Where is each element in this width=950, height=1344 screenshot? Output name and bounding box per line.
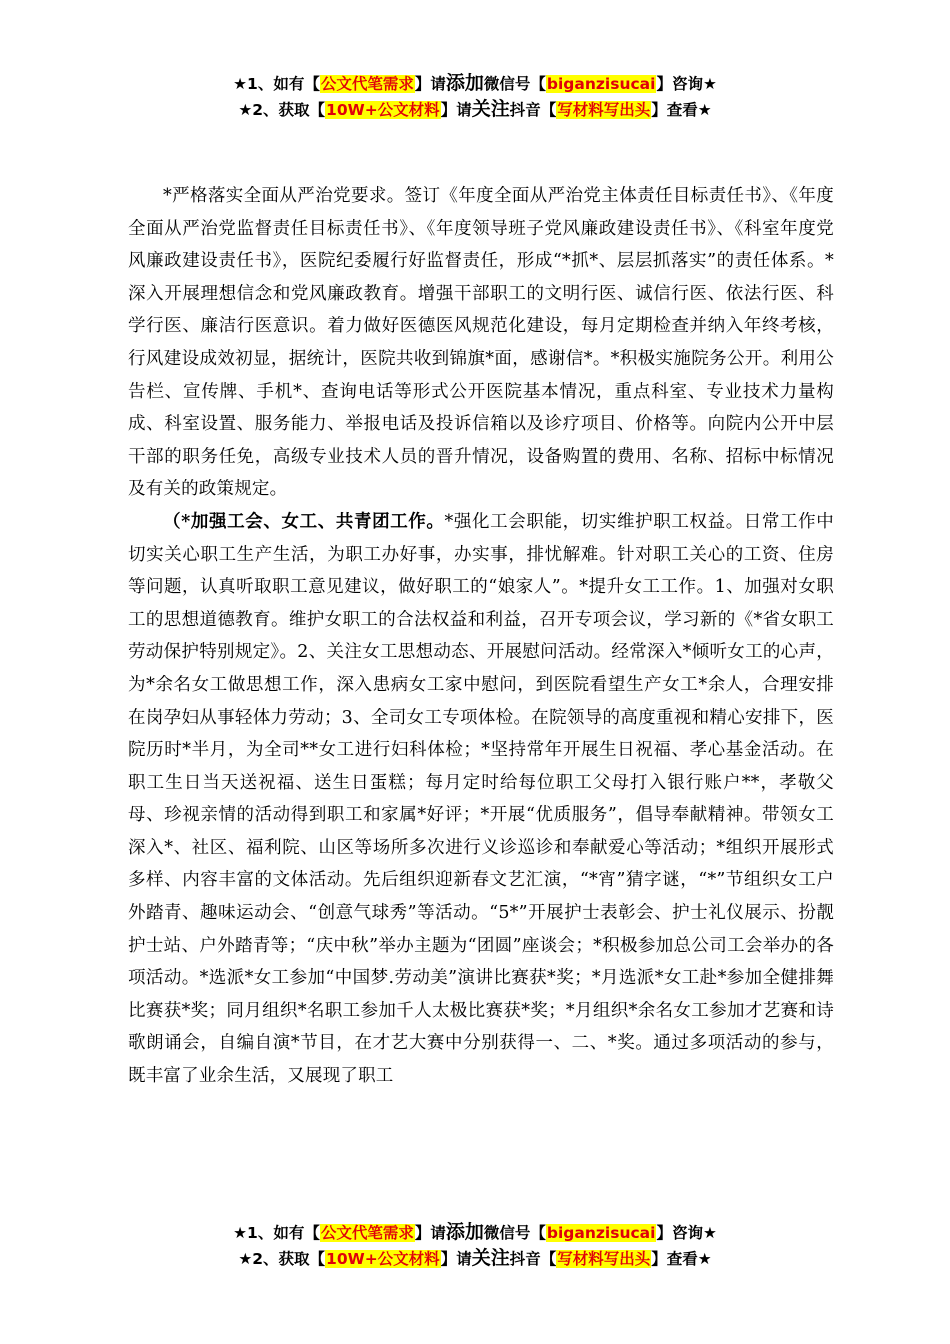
footer-line-2 [0, 1245, 950, 1271]
header-line-1 [0, 70, 950, 96]
banner-text: 】咨询★ [656, 1224, 717, 1242]
banner-highlight: 10W+公文材料 [326, 1250, 440, 1268]
banner-emphasis: 关注 [471, 98, 510, 120]
banner-emphasis: 添加 [445, 72, 484, 94]
banner-highlight: biganzisucai [546, 1224, 656, 1242]
banner-highlight: biganzisucai [546, 75, 656, 93]
banner-emphasis: 关注 [471, 1247, 510, 1269]
header-banner [0, 70, 950, 122]
banner-text: 微信号【 [483, 75, 546, 93]
banner-highlight: 公文代笔需求 [320, 75, 414, 93]
banner-text: ★1、如有【 [233, 75, 320, 93]
banner-highlight: 写材料写出头 [557, 101, 651, 119]
paragraph-heading: （*加强工会、女工、共青团工作。 [163, 511, 445, 532]
banner-text: ★2、获取【 [238, 101, 326, 119]
paragraph-text: *强化工会职能，切实维护职工权益。日常工作中切实关心职工生产生活，为职工办好事，办实事，排忧解难。针对职工关心的工资、住房等问题，认真听取职工意见建议，做好职工的“娘家人”。*提升女工工作。1、加强对女职工的思想道德教育。维护女职工的合法权益和利益，召开专项会议，学习新的《*省女职工劳动保护特别规定》。2、关注女工思想动态、开展慰问活动。经常深入*倾听女工的心声，为*余名女工做思想工作，深入患病女工家中慰问，到医院看望生产女工*余人，合理安排在岗孕妇从事轻体力劳动；3、全司女工专项体检。在院领导的高度重视和精心安排下，医院历时*半月，为全司**女工进行妇科体检；*坚持常年开展生日祝福、孝心基金活动。在职工生日当天送祝福、送生日蛋糕；每月定时给每位职工父母打入银行账户**，孝敬父母、珍视亲情的活动得到职工和家属*好评；*开展“优质服务”，倡导奉献精神。带领女工深入*、社区、福利院、山区等场所多次进行义诊巡诊和奉献爱心等活动；*组织开展形式多样、内容丰富的文体活动。先后组织迎新春文艺汇演，“*宵”猜字谜，“*”节组织女工户外踏青、趣味运动会、“创意气球秀”等活动。“5*”开展护士表彰会、护士礼仪展示、扮靓护士站、户外踏青等；“庆中秋”举办主题为“团圆”座谈会；*积极参加总公司工会举办的各项活动。*选派*女工参加“中国梦.劳动美”演讲比赛获*奖；*月选派*女工赴*参加全健排舞比赛获*奖；同月组织*名职工参加千人太极比赛获*奖；*月组织*余名女工参加才艺赛和诗歌朗诵会，自编自演*节目，在才艺大赛中分别获得一、二、*奖。通过多项活动的参与，既丰富了业余生活，又展现了职工 [128, 511, 834, 1087]
banner-text: 】查看★ [651, 1250, 712, 1268]
paragraph [128, 506, 834, 1093]
banner-text: 】请 [440, 1250, 472, 1268]
banner-text: 】请 [414, 75, 446, 93]
banner-text: 微信号【 [483, 1224, 546, 1242]
banner-text: 】请 [414, 1224, 446, 1242]
banner-text: 抖音【 [509, 1250, 557, 1268]
footer-line-1 [0, 1219, 950, 1245]
paragraph: *严格落实全面从严治党要求。签订《年度全面从严治党主体责任目标责任书》、《年度全面从严治党监督责任目标责任书》、《年度领导班子党风廉政建设责任书》、《科室年度党风廉政建设责任书》，医院纪委履行好监督责任，形成“*抓*、层层抓落实”的责任体系。*深入开展理想信念和党风廉政教育。增强干部职工的文明行医、诚信行医、依法行医、科学行医、廉洁行医意识。着力做好医德医风规范化建设，每月定期检查并纳入年终考核，行风建设成效初显，据统计，医院共收到锦旗*面，感谢信*。*积极实施院务公开。利用公告栏、宣传牌、手机*、查询电话等形式公开医院基本情况，重点科室、专业技术力量构成、科室设置、服务能力、举报电话及投诉信箱以及诊疗项目、价格等。向院内公开中层干部的职务任免，高级专业技术人员的晋升情况，设备购置的费用、名称、招标中标情况及有关的政策规定。 [128, 186, 834, 500]
banner-text: 】咨询★ [656, 75, 717, 93]
banner-text: ★2、获取【 [238, 1250, 326, 1268]
banner-highlight: 公文代笔需求 [320, 1224, 414, 1242]
document-body [128, 180, 834, 1093]
banner-emphasis: 添加 [445, 1221, 484, 1243]
banner-text: 】查看★ [651, 101, 712, 119]
banner-text: 抖音【 [509, 101, 557, 119]
banner-highlight: 写材料写出头 [557, 1250, 651, 1268]
banner-text: 】请 [440, 101, 472, 119]
banner-highlight: 10W+公文材料 [326, 101, 440, 119]
header-line-2 [0, 96, 950, 122]
banner-text: ★1、如有【 [233, 1224, 320, 1242]
footer-banner [0, 1219, 950, 1271]
